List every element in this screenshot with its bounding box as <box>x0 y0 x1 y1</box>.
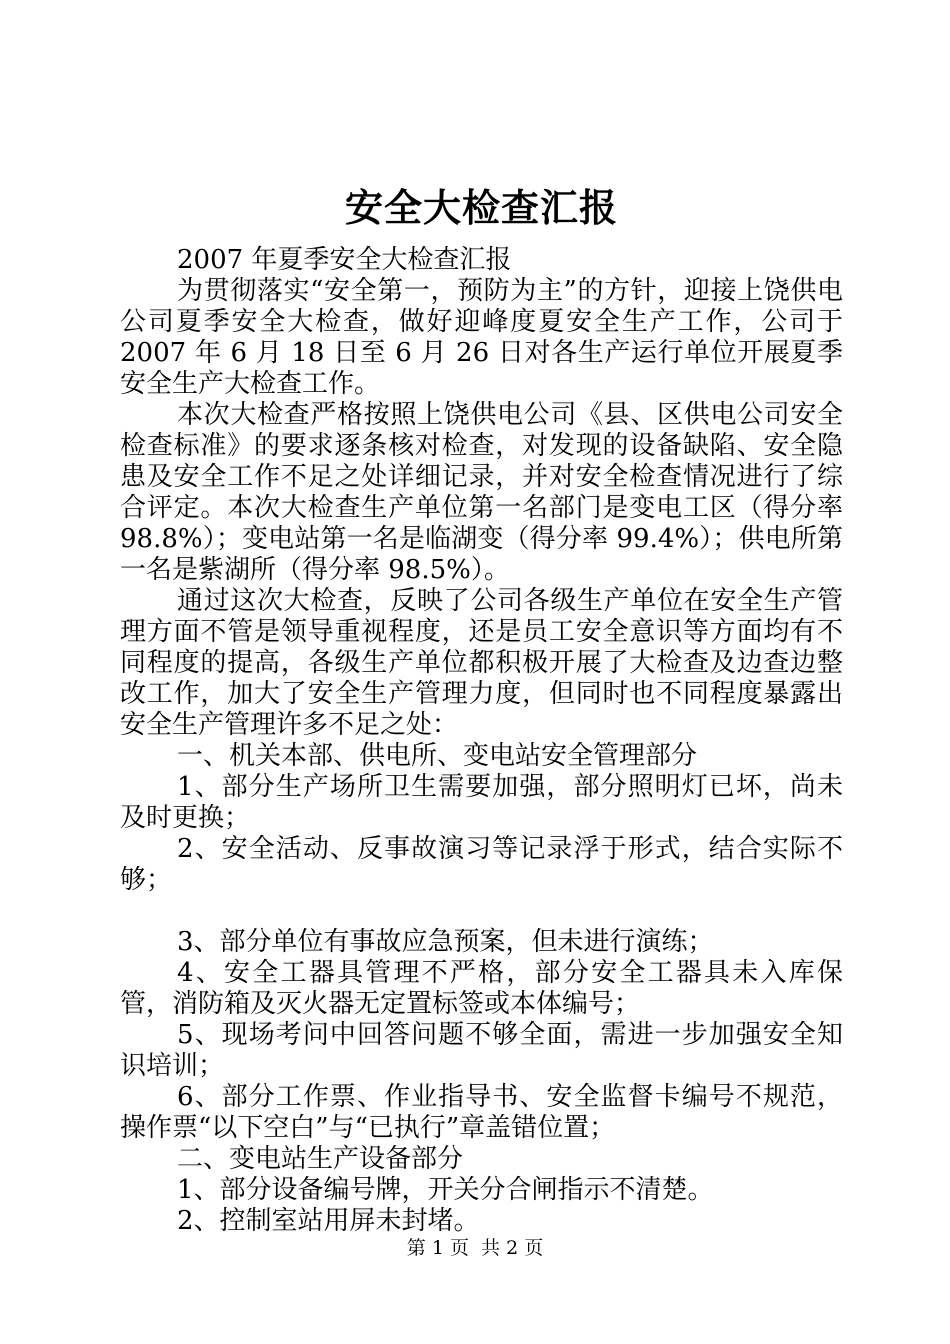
paragraph: 通过这次大检查，反映了公司各级生产单位在安全生产管理方面不管是领导重视程度，还是员工安全意识等方面均有不同程度的提高，各级生产单位都积极开展了大检查及边查边整改工作，加大了安全生产管理力度，但同时也不同程度暴露出安全生产管理许多不足之处： <box>120 586 843 740</box>
paragraph: 本次大检查严格按照上饶供电公司《县、区供电公司安全检查标准》的要求逐条核对检查，对发现的设备缺陷、安全隐患及安全工作不足之处详细记录，并对安全检查情况进行了综合评定。本次大检查生产单位第一名部门是变电工区（得分率 98.8%）；变电站第一名是临湖变（得分率 99.4%）；供电所第一名是紫湖所（得分率 98.5%）。 <box>120 400 843 585</box>
list-item: 3、部分单位有事故应急预案，但未进行演练； <box>177 927 714 957</box>
list-item: 5、现场考问中回答问题不够全面，需进一步加强安全知识培训； <box>120 1020 843 1081</box>
list-item: 2、安全活动、反事故演习等记录浮于形式，结合实际不够； <box>120 834 843 895</box>
list-item: 1、部分设备编号牌，开关分合闸指示不清楚。 <box>177 1175 714 1205</box>
list-item: 2、控制室站用屏未封堵。 <box>177 1206 480 1236</box>
section-heading-2: 二、变电站生产设备部分 <box>177 1144 464 1174</box>
document-body <box>120 184 843 1237</box>
paragraph: 为贯彻落实“安全第一，预防为主”的方针，迎接上饶供电公司夏季安全大检查，做好迎峰度夏安全生产工作，公司于 2007 年 6 月 18 日至 6 月 26 日对各生产运行单位开展夏季安全生产大检查工作。 <box>120 276 843 399</box>
list-item: 6、部分工作票、作业指导书、安全监督卡编号不规范，操作票“以下空白”与“已执行”章盖错位置； <box>120 1082 843 1143</box>
section-heading-1: 一、机关本部、供电所、变电站安全管理部分 <box>177 741 698 771</box>
paragraph-subtitle: 2007 年夏季安全大检查汇报 <box>177 245 512 275</box>
list-item: 4、安全工器具管理不严格，部分安全工器具未入库保管，消防箱及灭火器无定置标签或本体编号； <box>120 958 843 1019</box>
list-item: 1、部分生产场所卫生需要加强，部分照明灯已坏，尚未及时更换； <box>120 772 843 833</box>
page-number-footer: 第 1 页 共 2 页 <box>406 1237 544 1259</box>
blank-line <box>120 896 843 927</box>
page-title: 安全大检查汇报 <box>344 185 618 230</box>
